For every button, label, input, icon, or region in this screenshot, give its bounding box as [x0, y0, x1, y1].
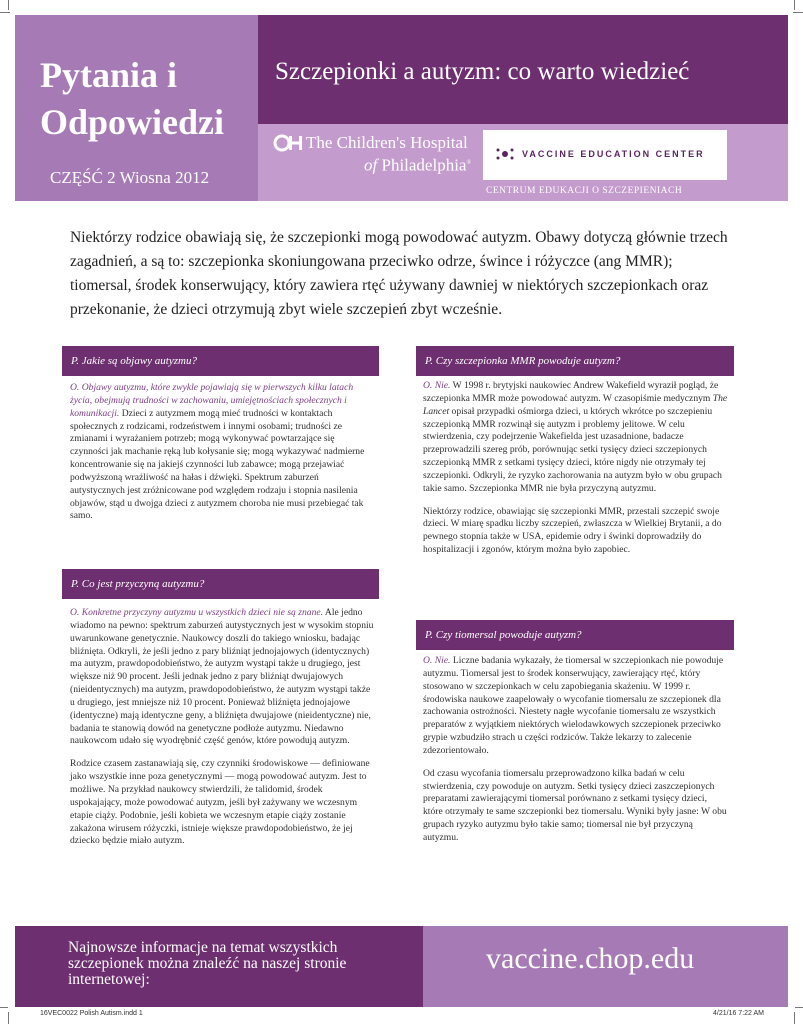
footer-text: Najnowsze informacje na temat wszystkich szczepionek można znaleźć na naszej stronie internetowej: — [68, 939, 347, 988]
answer-mmr — [423, 380, 728, 567]
document-title: Szczepionki a autyzm: co warto wiedzieć — [275, 58, 690, 85]
answer-lead: O. Nie. — [423, 655, 451, 666]
question-causes: P. Co jest przyczyną autyzmu? — [71, 578, 205, 590]
print-slug-file: 16VEC0022 Polish Autism.indd 1 — [40, 1010, 143, 1017]
question-bar-mmr — [416, 346, 734, 376]
answer-body-a: W 1998 r. brytyjski naukowiec Andrew Wakefield wyraził pogląd, że szczepionka MMR może powodować autyzm. W czasopiśmie medycznym — [423, 380, 719, 404]
crop-mark — [0, 1007, 8, 1008]
answer-body-p2: Niektórzy rodzice, obawiając się szczepionki MMR, przestali szczepić swoje dzieci. W miarę spadku liczby szczepień, zwłaszcza w Wielkiej Brytanii, a do pewnego stopnia także w USA, epidemie odry i świnki doprowadziły do hospitalizacji i zgonów, którym można było zapobiec. — [423, 505, 722, 556]
answer-body-b: opisał przypadki ośmiorga dzieci, u których wkrótce po szczepieniu szczepionką MMR rozwinął się autyzm i problemy jelitowe. W celu stwierdzenia, czy podejrzenie Wakefielda jest uzasadnione, badacze przeprowadzili szereg prób, porównując setki tysięcy dzieci szczepionych szczepionką MMR z setkami tysięcy dzieci, które nigdy nie otrzymały tej szczepionki. Odkryli, że ryzyko zachorowania na autyzm było w obu grupach takie samo. Szczepionka MMR nie była przyczyną autyzmu. — [423, 405, 722, 494]
issue-label: CZĘŚĆ 2 Wiosna 2012 — [50, 168, 210, 187]
crop-mark — [8, 0, 9, 10]
question-mmr: P. Czy szczepionka MMR powoduje autyzm? — [425, 355, 621, 367]
vec-logo-icon — [494, 146, 516, 162]
chop-logo-icon — [273, 134, 305, 152]
question-bar-thimerosal — [416, 620, 734, 650]
question-bar-symptoms — [62, 346, 379, 376]
answer-body-p2: Rodzice czasem zastanawiają się, czy czynniki środowiskowe — definiowane jako wszystkie inne poza genetycznymi — mogą powodować autyzm. Jest to możliwe. Na przykład naukowcy stwierdzili, że talidomid, środek uspokajający, może powodować autyzm, jeśli był zażywany we wczesnym etapie ciąży. Podobnie, jeśli kobieta we wczesnym etapie ciąży zostanie zakażona wirusem różyczki, istnieje większe prawdopodobieństwo, że jej dziecko będzie miało autyzm. — [70, 758, 370, 847]
chop-name-line1: The Children's Hospital — [306, 133, 468, 152]
series-title-line1: Pytania i — [40, 55, 178, 95]
question-thimerosal: P. Czy tiomersal powoduje autyzm? — [425, 629, 582, 641]
crop-mark — [0, 12, 10, 13]
question-bar-causes — [62, 569, 379, 599]
crop-mark — [794, 0, 795, 10]
vec-logo-text: VACCINE EDUCATION CENTER — [522, 149, 705, 159]
answer-thimerosal — [423, 655, 728, 855]
answer-body: Liczne badania wykazały, że tiomersal w szczepionkach nie powoduje autyzmu. Tiomersal jest to środek konserwujący, zawierający rtęć, który stosowano w szczepionkach w celu zapobiegania skażeniu. W 1999 r. środowiska naukowe zaapelowały o wycofanie tiomersalu ze szczepionek dla zachowania ostrożności. Niestety nagłe wycofanie tiomersalu ze wszystkich preparatów z wyjątkiem niektórych wielodawkowych szczepionek przeciwko grypie wzbudziło strach u części rodziców. Także lekarzy to zalecenie zdezorientowało. — [423, 655, 724, 756]
answer-lead: O. Nie. — [423, 380, 451, 391]
question-symptoms: P. Jakie są objawy autyzmu? — [71, 355, 197, 367]
answer-causes — [70, 607, 375, 858]
vec-subtitle: CENTRUM EDUKACJI O SZCZEPIENIACH — [486, 186, 683, 196]
chop-of: of — [364, 155, 378, 175]
print-slug-date: 4/21/16 7:22 AM — [713, 1010, 764, 1017]
crop-mark — [8, 1012, 9, 1024]
crop-mark — [794, 1012, 795, 1024]
answer-body-p2: Od czasu wycofania tiomersalu przeprowadzono kilka badań w celu stwierdzenia, czy powoduje on autyzm. Setki tysięcy dzieci zaszczepionych preparatami zawierającymi tiomersal porównano z setkami tysięcy dzieci, które otrzymały te same szczepionki bez tiomersalu. Wyniki były jasne: W obu grupach ryzyko autyzmu było takie samo; tiomersal nie był przyczyną autyzmu. — [423, 767, 727, 843]
website-link[interactable]: vaccine.chop.edu — [486, 942, 695, 975]
crop-mark — [793, 12, 803, 13]
crop-mark — [795, 1007, 803, 1008]
chop-logo-text: The Children's Hospital of Philadelphia® — [306, 133, 472, 175]
answer-symptoms — [70, 382, 375, 533]
answer-body: Dzieci z autyzmem mogą mieć trudności w kontaktach społecznych z rodzicami, rodzeństwem i innymi osobami; trudności ze zmianami i wyrażaniem potrzeb; mogą wykonywać powtarzające się czynności jak machanie ręką lub kołysanie się; mogą wykazywać nadmierne koncentrowanie się na jakiejś czynności lub zabawce; mogą przejawiać podwyższoną wrażliwość na hałas i dźwięki. Spektrum zaburzeń autystycznych jest zróżnicowane pod względem rodzaju i stopnia nasilenia objawów, stąd u dwojga dzieci z autyzmem choroba nie musi przebiegać tak samo. — [70, 407, 365, 522]
series-title — [40, 52, 224, 146]
series-title-line2: Odpowiedzi — [40, 102, 225, 142]
answer-body: Ale jedno wiadomo na pewno: spektrum zaburzeń autystycznych jest w wysokim stopniu uwarunkowane genetycznie. Naukowcy doszli do takiego wniosku, badając bliźnięta. Odkryli, że jeśli jedno z pary bliźniąt jednojajowych (identycznych) ma autyzm, prawdopodobieństwo, że autyzm wystąpi także u drugiego, jest większe niż 90 procent. Jeśli jednak jedno z pary bliźniąt dwujajowych (nieidentycznych) ma autyzm, prawdopodobieństwo, że autyzm wystąpi także u drugiego, jest mniejsze niż 10 procent. Ponieważ bliźnięta jednojajowe (identyczne) mają identyczne geny, a bliźnięta dwujajowe (nieidentyczne) nie, badania te stanowią dowód na genetyczne podłoże autyzmu. Niedawno naukowcom udało się wyodrębnić część genów, które powodują autyzm. — [70, 607, 374, 747]
intro-paragraph: Niektórzy rodzice obawiają się, że szczepionki mogą powodować autyzm. Obawy dotyczą głównie trzech zagadnień, a są to: szczepionka skoniungowana przeciwko odrze, śwince i różyczce (ang MMR); tiomersal, środek konserwujący, który zawiera rtęć używany dawniej w niektórych szczepionkach oraz przekonanie, że dzieci otrzymują zbyt wiele szczepień zbyt wcześnie. — [70, 229, 728, 318]
answer-lead: O. Objawy autyzmu, które zwykle pojawiają się w pierwszych kilku latach życia, obejmują trudności w zachowaniu, umiejętnościach społecznych i komunikacji. — [70, 382, 354, 419]
chop-name-line2: Philadelphia — [377, 155, 467, 175]
answer-lead: O. Konkretne przyczyny autyzmu u wszystkich dzieci nie są znane. — [70, 607, 324, 618]
journal-name: The Lancet — [423, 392, 728, 417]
